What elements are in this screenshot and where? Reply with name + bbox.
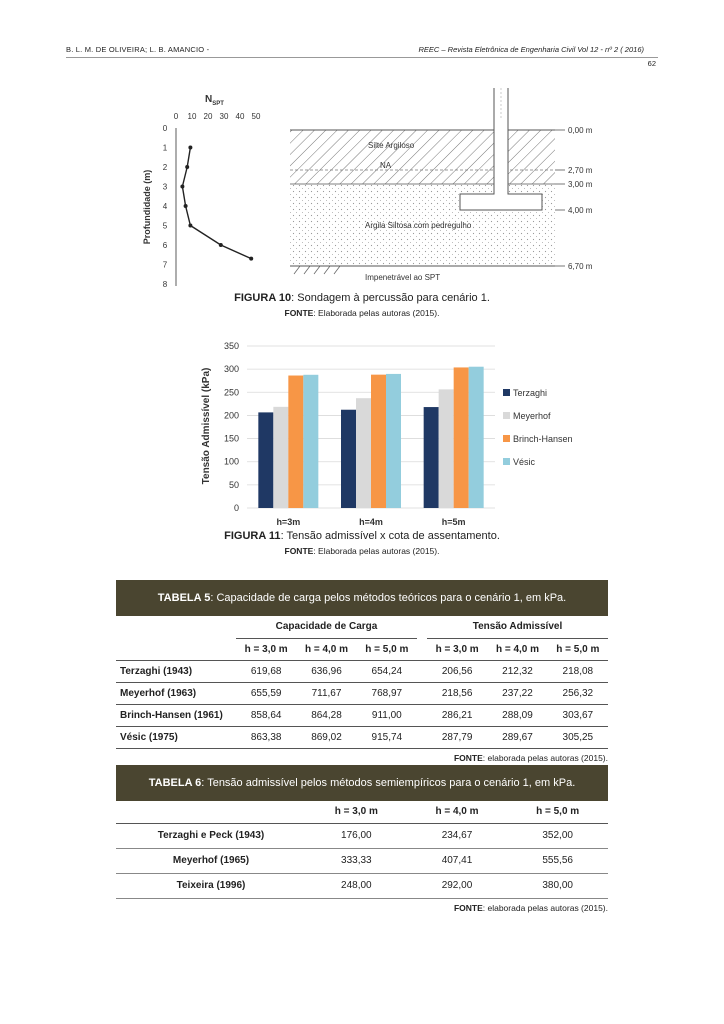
legend-label: Terzaghi (513, 388, 548, 398)
row-label: Teixeira (1996) (116, 873, 306, 898)
spacer-cell (417, 660, 427, 682)
bar (273, 407, 288, 508)
spt-point (188, 146, 192, 150)
table-row (116, 873, 608, 898)
table-5-title: TABELA 5 : Capacidade de carga pelos métodos teóricos para o cenário 1, em kPa. (116, 580, 608, 616)
header-authors: B. L. M. DE OLIVEIRA; L. B. AMANCIO - (66, 45, 210, 54)
table-5-col-0: h = 3,0 m (236, 638, 296, 660)
spt-line (182, 148, 251, 259)
legend-swatch (503, 412, 510, 419)
depth-3: 4,00 m (568, 206, 593, 215)
spt-x-tick: 30 (219, 112, 229, 121)
figure-11-bar-chart (195, 338, 595, 530)
bar (469, 367, 484, 508)
table-cell: 654,24 (357, 660, 417, 682)
depth-1: 2,70 m (568, 166, 593, 175)
table-cell: 869,02 (296, 726, 356, 748)
spt-y-tick: 6 (162, 241, 168, 250)
figure-10-caption: FIGURA 10: Sondagem à percussão para cenário 1. (234, 292, 490, 304)
spt-y-tick: 5 (162, 221, 168, 231)
table-cell: 237,22 (487, 682, 547, 704)
layer-silte (290, 130, 555, 184)
table-cell: 305,25 (548, 726, 608, 748)
table-cell: 863,38 (236, 726, 296, 748)
table-cell: 858,64 (236, 704, 296, 726)
layer2-label: Argila Siltosa com pedregulho (365, 221, 472, 230)
bar (258, 412, 273, 508)
bar-category-label: h=5m (441, 517, 466, 527)
spt-y-tick: 4 (162, 202, 168, 211)
table-cell: 256,32 (548, 682, 608, 704)
spacer-cell (417, 726, 427, 748)
layer1-label: Silte Argiloso (368, 141, 415, 150)
spt-y-ticks (163, 124, 168, 289)
bar-y-tick: 50 (228, 479, 239, 490)
table-cell: 289,67 (487, 726, 547, 748)
bar-y-tick: 250 (223, 387, 239, 398)
table-row (116, 823, 608, 848)
table-row (116, 704, 608, 726)
page-number: 62 (647, 59, 656, 68)
table-6 (116, 765, 608, 913)
bar-y-tick: 350 (223, 341, 239, 351)
table-cell: 212,32 (487, 660, 547, 682)
bottom-label: Impenetrável ao SPT (365, 273, 441, 282)
bar (439, 389, 454, 508)
spt-x-tick: 20 (203, 112, 213, 121)
bar-bars (258, 367, 483, 508)
figure-11-source: FONTE: Elaborada pelas autoras (2015). (284, 546, 440, 556)
row-label: Vésic (1975) (116, 726, 236, 748)
table-cell: 352,00 (507, 823, 608, 848)
na-label: NA (380, 161, 392, 170)
depth-0: 0,00 m (568, 126, 593, 135)
table-6-col-0: h = 3,0 m (306, 801, 407, 823)
table-cell: 768,97 (357, 682, 417, 704)
spt-y-tick: 0 (162, 124, 168, 133)
table-cell: 303,67 (548, 704, 608, 726)
table-cell: 380,00 (507, 873, 608, 898)
spt-x-tick: 0 (173, 112, 179, 121)
table-cell: 619,68 (236, 660, 296, 682)
row-label: Terzaghi e Peck (1943) (116, 823, 306, 848)
bar (454, 367, 469, 508)
table-5-col-4: h = 4,0 m (487, 638, 547, 660)
table-row (116, 848, 608, 873)
table-6-col-1: h = 4,0 m (407, 801, 508, 823)
table-cell: 911,00 (357, 704, 417, 726)
spt-y-tick: 8 (162, 280, 168, 289)
row-label: Brinch-Hansen (1961) (116, 704, 236, 726)
table-5-col-1: h = 4,0 m (296, 638, 356, 660)
spt-x-tick: 10 (187, 112, 197, 121)
spt-x-ticks (174, 112, 261, 121)
table-cell: 655,59 (236, 682, 296, 704)
legend-label: Brinch-Hansen (513, 434, 573, 444)
spt-point (184, 204, 188, 208)
spt-x-tick: 40 (235, 112, 245, 121)
bar (341, 410, 356, 508)
legend-label: Vésic (513, 457, 536, 467)
table-cell: 206,56 (427, 660, 487, 682)
bar-y-ticks (224, 341, 239, 513)
table-cell: 218,56 (427, 682, 487, 704)
table-cell: 636,96 (296, 660, 356, 682)
bar-y-tick: 100 (223, 456, 239, 467)
table-5 (116, 580, 608, 763)
legend-label: Meyerhof (513, 411, 551, 421)
bar (288, 376, 303, 508)
nspt-label: $N_{SPT}$ (205, 94, 224, 107)
bar-category-label: h=4m (359, 517, 383, 527)
table-cell: 333,33 (306, 848, 407, 873)
row-label: Meyerhof (1963) (116, 682, 236, 704)
spacer-cell (417, 704, 427, 726)
table-6-title: TABELA 6 : Tensão admissível pelos métodos semiempíricos para o cenário 1, em kPa. (116, 765, 608, 801)
table-cell: 234,67 (407, 823, 508, 848)
table-5-col-3: h = 3,0 m (427, 638, 487, 660)
bar (371, 375, 386, 508)
table-cell: 864,28 (296, 704, 356, 726)
spt-point (185, 165, 189, 169)
bar-category-label: h=3m (276, 517, 301, 527)
spt-point (249, 257, 253, 261)
table-cell: 407,41 (407, 848, 508, 873)
table-5-group2: Tensão Admissível (427, 616, 608, 638)
table-cell: 555,56 (507, 848, 608, 873)
depth-2: 3,00 m (568, 180, 593, 189)
table-cell: 287,79 (427, 726, 487, 748)
impenetrable-hatch (294, 266, 340, 274)
spt-y-label: Profundidade (m) (142, 169, 152, 245)
table-cell: 248,00 (306, 873, 407, 898)
table-5-group1: Capacidade de Carga (236, 616, 417, 638)
table-6-col-2: h = 5,0 m (507, 801, 608, 823)
figure-10-source: FONTE: Elaborada pelas autoras (2015). (284, 308, 440, 318)
table-cell: 286,21 (427, 704, 487, 726)
spt-y-tick: 3 (162, 182, 168, 192)
spt-point (180, 185, 184, 189)
bar-legend (503, 388, 573, 467)
legend-swatch (503, 435, 510, 442)
table-6-source: FONTE: elaborada pelas autoras (2015). (453, 902, 608, 913)
table-cell: 915,74 (357, 726, 417, 748)
table-cell: 176,00 (306, 823, 407, 848)
table-row (116, 726, 608, 748)
bar (386, 374, 401, 508)
table-5-col-2: h = 5,0 m (357, 638, 417, 660)
spt-point (188, 224, 192, 228)
spt-y-tick: 2 (162, 163, 168, 172)
depth-4: 6,70 m (568, 262, 593, 271)
spt-y-tick: 1 (162, 143, 168, 153)
spt-point (219, 243, 223, 247)
bar-categories (276, 517, 465, 527)
bar-y-tick: 0 (233, 503, 239, 513)
row-label: Meyerhof (1965) (116, 848, 306, 873)
figure-11-caption: FIGURA 11: Tensão admissível x cota de assentamento. (224, 530, 500, 542)
header-divider (66, 57, 658, 58)
spacer-cell (417, 682, 427, 704)
table-cell: 288,09 (487, 704, 547, 726)
table-row (116, 660, 608, 682)
spt-y-tick: 7 (162, 260, 168, 270)
header-journal: REEC – Revista Eletrônica de Engenharia Civil Vol 12 - nº 2 ( 2016) (418, 45, 644, 54)
table-5-col-5: h = 5,0 m (548, 638, 608, 660)
bar (356, 398, 371, 508)
bar (303, 375, 318, 508)
table-cell: 218,08 (548, 660, 608, 682)
bar-y-label: Tensão Admissível (kPa) (201, 367, 212, 485)
table-row (116, 682, 608, 704)
table-5-source: FONTE: elaborada pelas autoras (2015). (453, 752, 608, 763)
bar-y-tick: 150 (223, 433, 239, 444)
table-cell: 711,67 (296, 682, 356, 704)
bar-y-tick: 300 (223, 364, 239, 375)
bar-y-tick: 200 (223, 410, 239, 421)
legend-swatch (503, 458, 510, 465)
row-label: Terzaghi (1943) (116, 660, 236, 682)
spt-series (180, 146, 253, 261)
legend-swatch (503, 389, 510, 396)
table-cell: 292,00 (407, 873, 508, 898)
figure-10-borehole (130, 88, 600, 298)
bar (424, 407, 439, 508)
spt-x-tick: 50 (251, 112, 261, 121)
